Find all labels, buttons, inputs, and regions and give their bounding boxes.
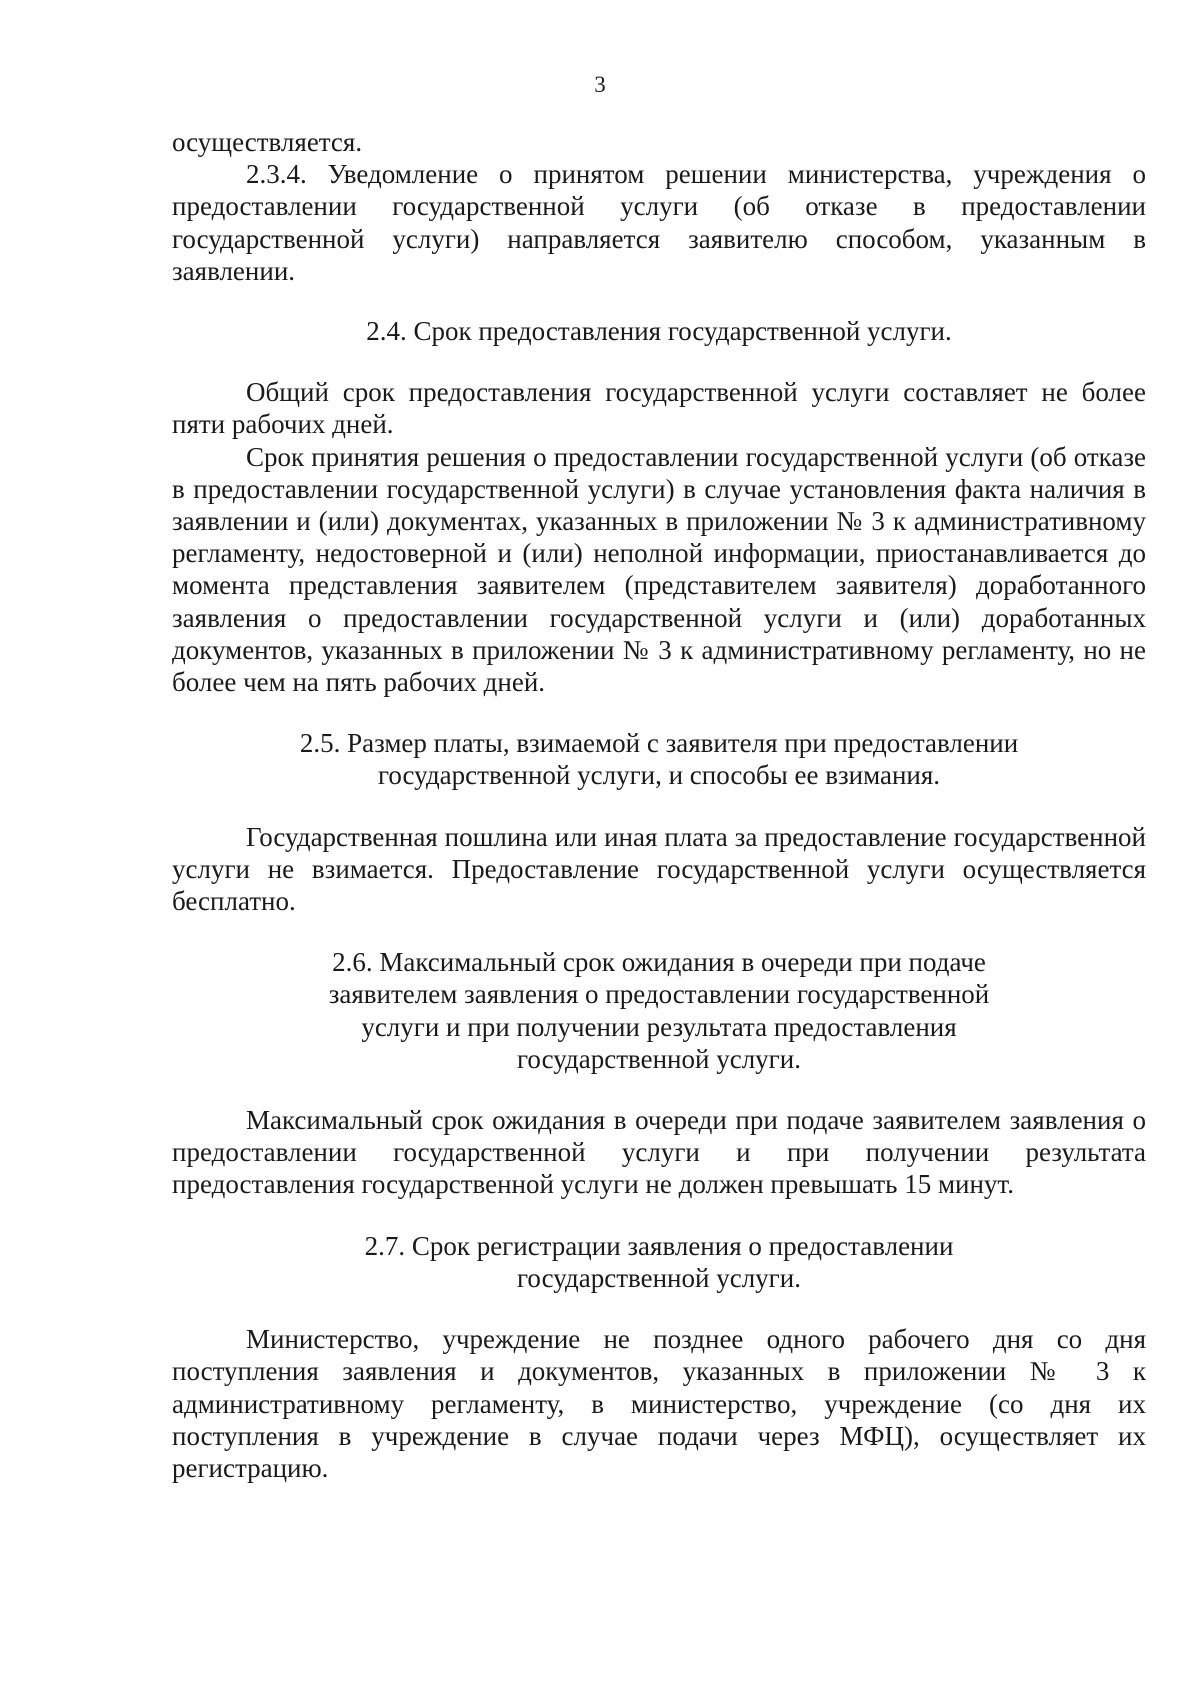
section-heading-2-7: 2.7. Срок регистрации заявления о предоставлении государственной услуги.	[364, 1230, 954, 1293]
paragraph-total-term: Общий срок предоставления государственной услуги составляет не более пяти рабочих дней.	[172, 377, 1146, 440]
paragraph-queue-time: Максимальный срок ожидания в очереди при подаче заявителем заявления о предоставлении государственной услуги и при получении результата предоставления государственной услуги не должен превышать 15 минут.	[172, 1105, 1146, 1200]
paragraph-continuation: осуществляется.	[172, 127, 363, 157]
section-heading-2-5: 2.5. Размер платы, взимаемой с заявителя при предоставлении государственной услуги, и способы ее взимания.	[299, 728, 1019, 791]
section-heading-2-4: 2.4. Срок предоставления государственной услуги.	[366, 316, 952, 347]
paragraph-2-3-4: 2.3.4. Уведомление о принятом решении министерства, учреждения о предоставлении государственной услуги (об отказе в предоставлении государственной услуги) направляется заявителю способом, указанным в заявлении.	[172, 159, 1146, 286]
document-body	[172, 126, 1146, 1484]
section-heading-2-6: 2.6. Максимальный срок ожидания в очереди при подаче заявителем заявления о предоставлении государственной услуги и при получении результата предоставления государственной услуги.	[328, 947, 990, 1074]
page-number: 3	[594, 72, 606, 97]
paragraph-decision-term: Срок принятия решения о предоставлении государственной услуги (об отказе в предоставлении государственной услуги) в случае установления факта наличия в заявлении и (или) документах, указанных в приложении № 3 к административному регламенту, недостоверной и (или) неполной информации, приостанавливается до момента представления заявителем (представителем заявителя) доработанного заявления о предоставлении государственной услуги и (или) доработанных документов, указанных в приложении № 3 к административному регламенту, но не более чем на пять рабочих дней.	[172, 441, 1146, 698]
paragraph-registration: Министерство, учреждение не позднее одного рабочего дня со дня поступления заявления и документов, указанных в приложении № 3 к административному регламенту, в министерство, учреждение (со дня их поступления в учреждение в случае подачи через МФЦ), осуществляет их регистрацию.	[172, 1324, 1146, 1483]
paragraph-fee: Государственная пошлина или иная плата за предоставление государственной услуги не взимается. Предоставление государственной услуги осуществляется бесплатно.	[172, 821, 1146, 917]
